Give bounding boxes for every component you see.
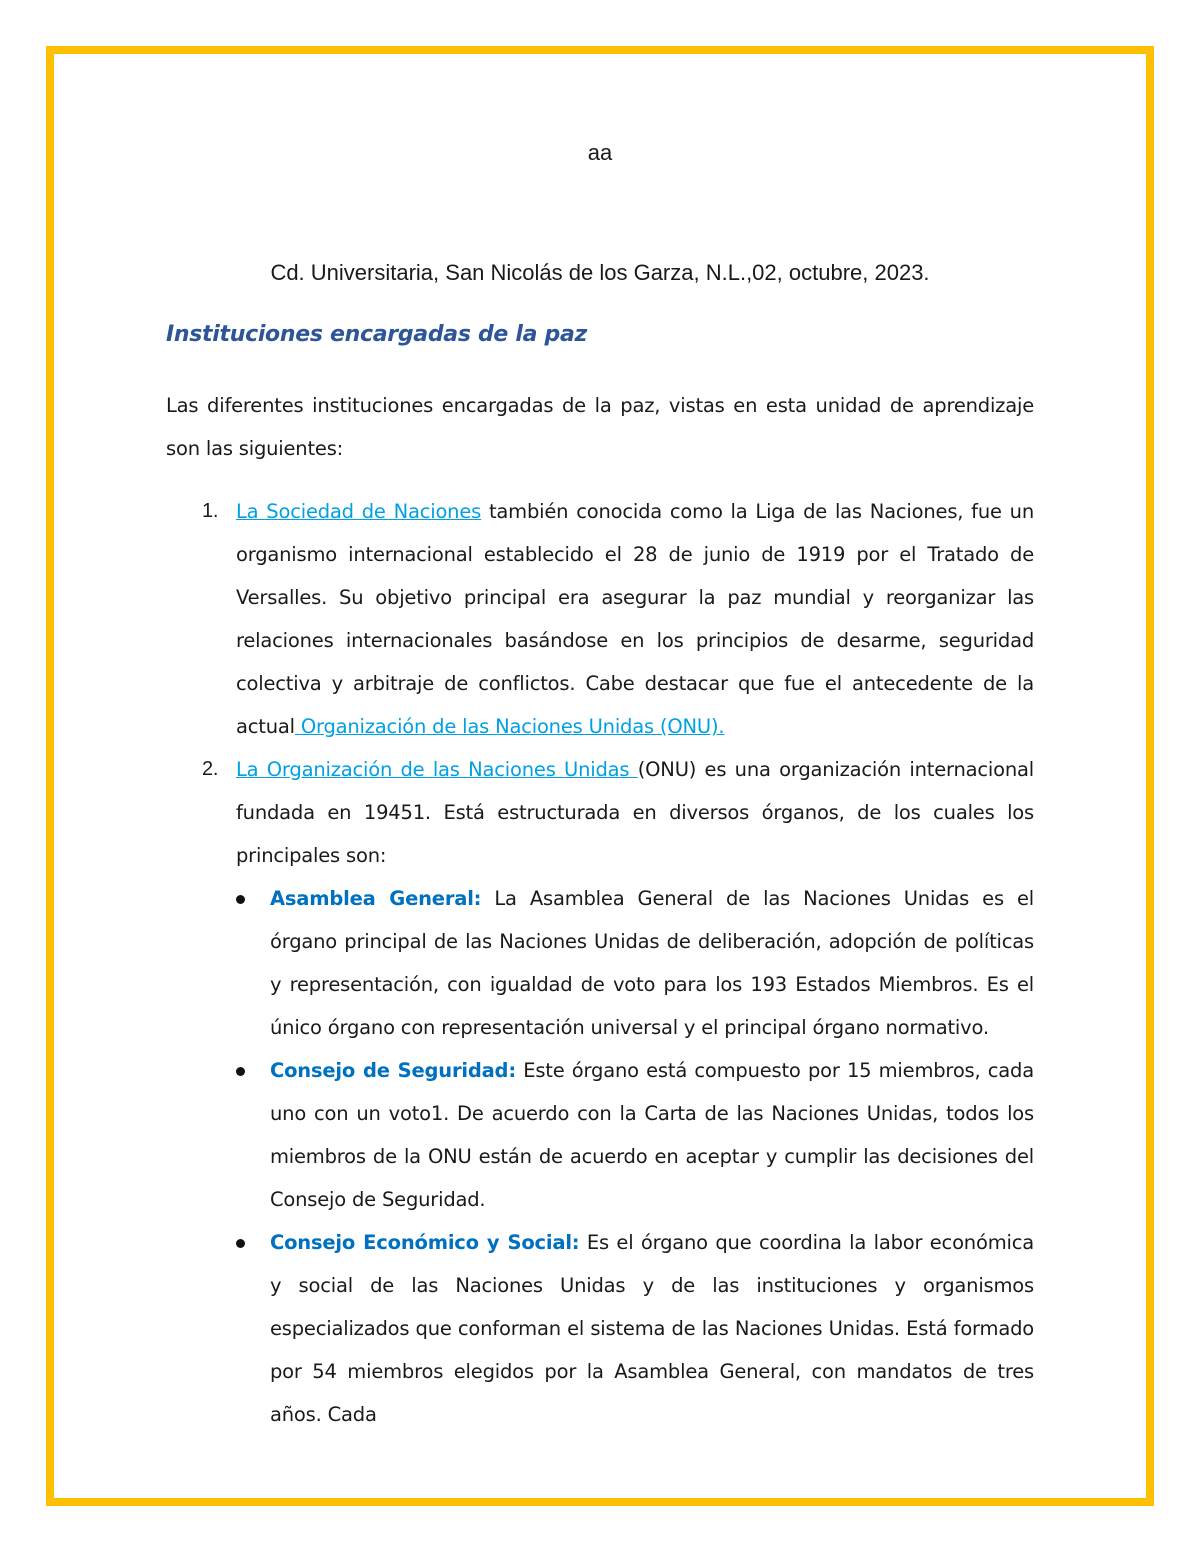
item-text: también conocida como la Liga de las Naciones, fue un organismo internacional establecido el 28 de junio de 1919 por el Tratado de Versalles. Su objetivo principal era asegurar la paz mundial y reorganizar las relaciones internacionales basándose en los principios de desarme, seguridad colectiva y arbitraje de conflictos. Cabe destacar que fue el antecedente de la actual (236, 500, 1034, 738)
list-number: 2. (202, 758, 219, 780)
organ-name: Asamblea General: (270, 887, 482, 910)
institutions-list (166, 490, 1034, 1436)
link-sociedad-naciones[interactable]: La Sociedad de Naciones (236, 500, 482, 523)
organ-text: Este órgano está compuesto por 15 miembros, cada uno con un voto1. De acuerdo con la Carta de las Naciones Unidas, todos los miembros de la ONU están de acuerdo en aceptar y cumplir las decisiones del Consejo de Seguridad. (270, 1059, 1034, 1211)
place-date-line: Cd. Universitaria, San Nicolás de los Garza, N.L.,02, octubre, 2023. (270, 260, 930, 285)
section-title: Instituciones encargadas de la paz (166, 322, 588, 347)
organ-asamblea-general (236, 877, 1034, 1049)
list-number: 1. (202, 500, 219, 522)
organ-consejo-economico-social (236, 1221, 1034, 1436)
organ-consejo-seguridad (236, 1049, 1034, 1221)
organs-list (236, 877, 1034, 1436)
organ-name: Consejo Económico y Social: (270, 1231, 580, 1254)
item-text: (ONU) es una organización internacional fundada en 19451. Está estructurada en diversos órganos, de los cuales los principales son: (236, 758, 1034, 867)
document-header: aa (587, 140, 613, 165)
bullet-icon (236, 1239, 245, 1248)
bullet-icon (236, 1067, 245, 1076)
intro-paragraph: Las diferentes instituciones encargadas de la paz, vistas en esta unidad de aprendizaje son las siguientes: (166, 394, 1034, 460)
link-organizacion-naciones-unidas[interactable]: La Organización de las Naciones Unidas (236, 758, 638, 781)
organ-name: Consejo de Seguridad: (270, 1059, 516, 1082)
bullet-icon (236, 895, 245, 904)
organ-text: La Asamblea General de las Naciones Unidas es el órgano principal de las Naciones Unidas de deliberación, adopción de políticas y representación, con igualdad de voto para los 193 Estados Miembros. Es el único órgano con representación universal y el principal órgano normativo. (270, 887, 1035, 1039)
organ-text: Es el órgano que coordina la labor económica y social de las Naciones Unidas y de las instituciones y organismos especializados que conforman el sistema de las Naciones Unidas. Está formado por 54 miembros elegidos por la Asamblea General, con mandatos de tres años. Cada (270, 1231, 1034, 1426)
list-item-sociedad-naciones (166, 490, 1034, 748)
list-item-onu (166, 748, 1034, 1436)
link-onu[interactable]: Organización de las Naciones Unidas (ONU). (294, 715, 725, 738)
